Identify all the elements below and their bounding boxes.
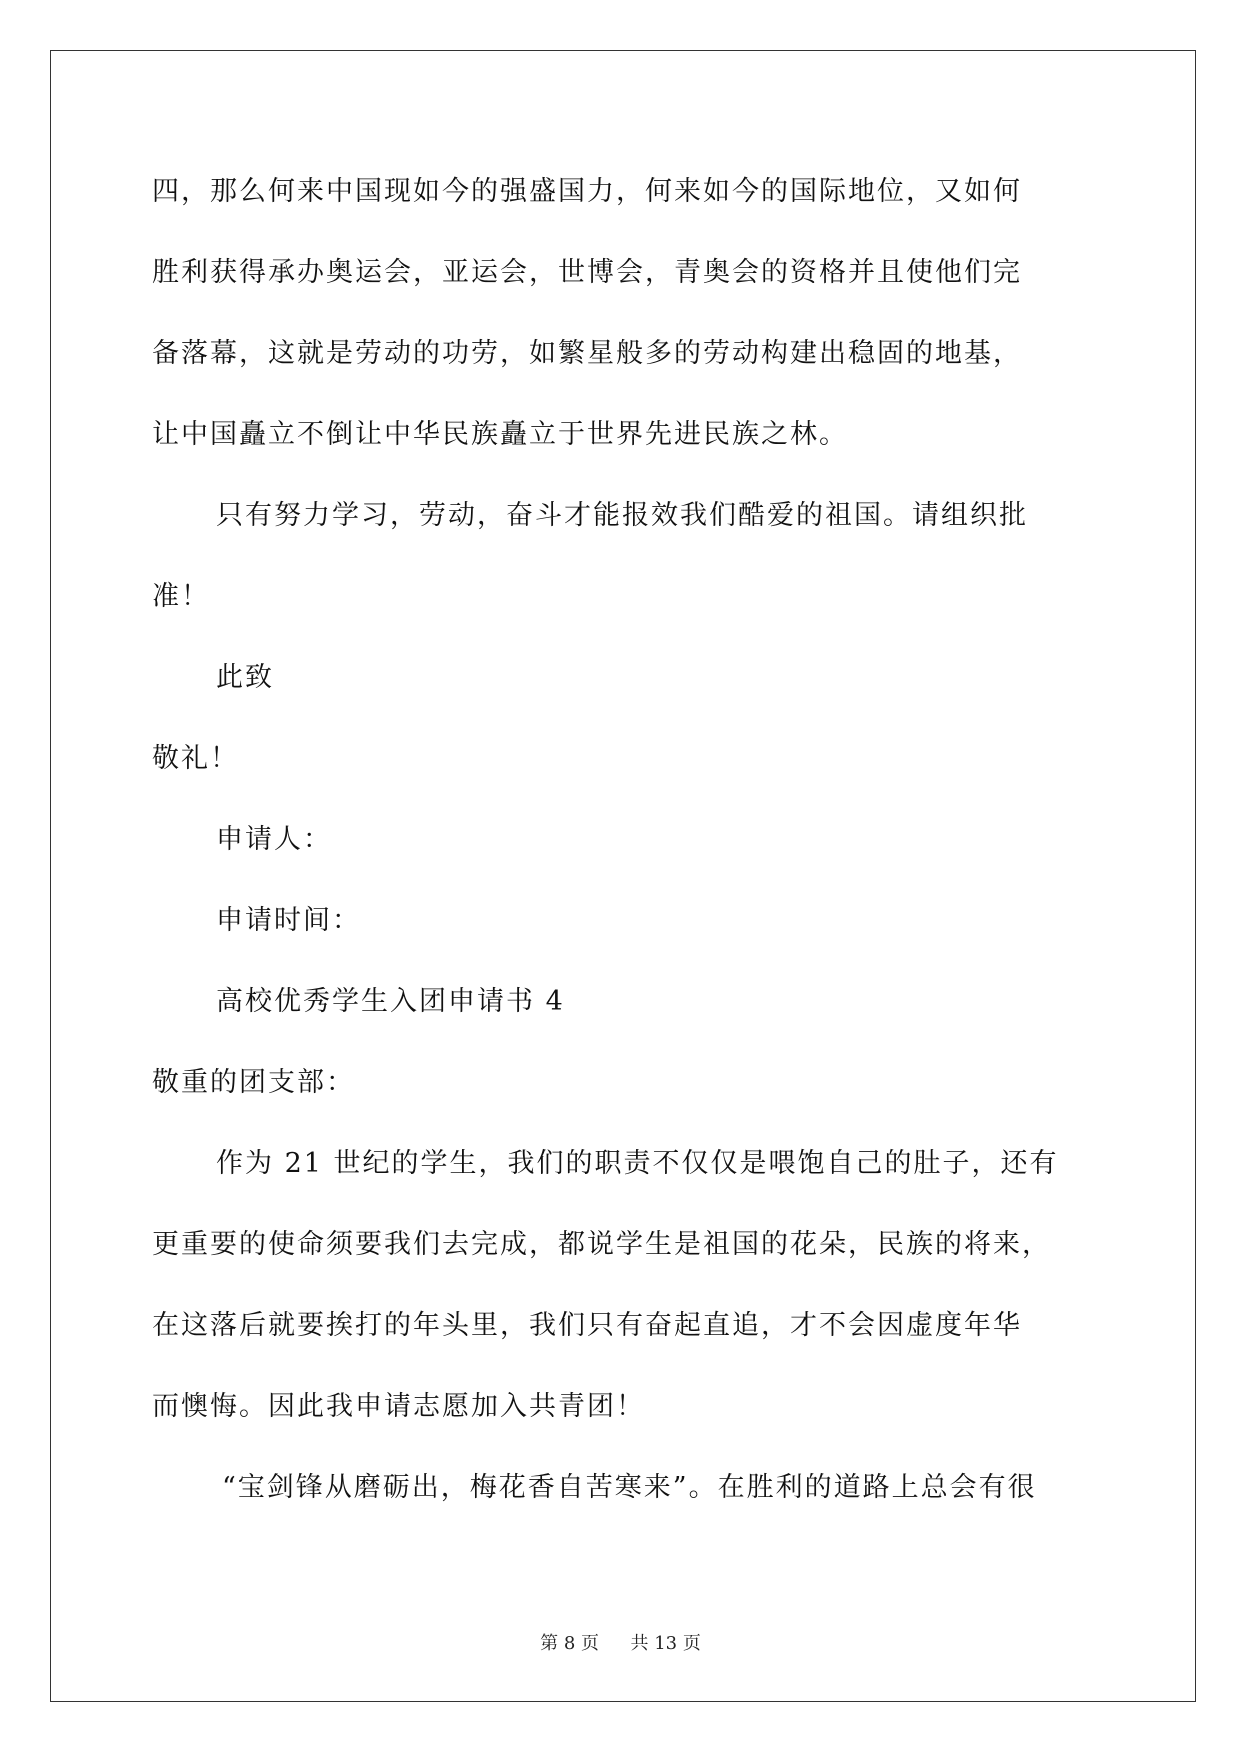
paragraph-line: 备落幕，这就是劳动的功劳，如繁星般多的劳动构建出稳固的地基， <box>152 338 1022 369</box>
page-border <box>50 50 1196 1702</box>
paragraph-line: 只有努力学习，劳动，奋斗才能报效我们酷爱的祖国。请组织批 <box>216 500 1028 531</box>
paragraph-line: 在这落后就要挨打的年头里，我们只有奋起直追，才不会因虚度年华 <box>152 1310 1022 1341</box>
paragraph-line: 让中国矗立不倒让中华民族矗立于世界先进民族之林。 <box>152 419 848 450</box>
paragraph-line: 更重要的使命须要我们去完成，都说学生是祖国的花朵，民族的将来， <box>152 1229 1051 1260</box>
paragraph-line: “宝剑锋从磨砺出，梅花香自苦寒来”。在胜利的道路上总会有很 <box>222 1472 1037 1503</box>
salutation: 敬礼！ <box>152 743 239 774</box>
paragraph-line: 准！ <box>152 581 210 612</box>
application-date-label: 申请时间： <box>216 905 361 936</box>
paragraph-line: 胜利获得承办奥运会，亚运会，世博会，青奥会的资格并且使他们完 <box>152 257 1022 288</box>
greeting: 敬重的团支部： <box>152 1067 355 1098</box>
applicant-label: 申请人： <box>216 824 332 855</box>
paragraph-line: 四，那么何来中国现如今的强盛国力，何来如今的国际地位，又如何 <box>152 176 1022 207</box>
page-number: 第 8 页 <box>540 1633 600 1654</box>
page-total: 共 13 页 <box>630 1633 701 1654</box>
paragraph-line: 而懊悔。因此我申请志愿加入共青团！ <box>152 1391 645 1422</box>
closing-phrase: 此致 <box>216 662 274 693</box>
paragraph-line: 作为 21 世纪的学生，我们的职责不仅仅是喂饱自己的肚子，还有 <box>216 1148 1059 1179</box>
section-title: 高校优秀学生入团申请书 4 <box>216 986 565 1017</box>
page-footer <box>0 1633 1241 1655</box>
